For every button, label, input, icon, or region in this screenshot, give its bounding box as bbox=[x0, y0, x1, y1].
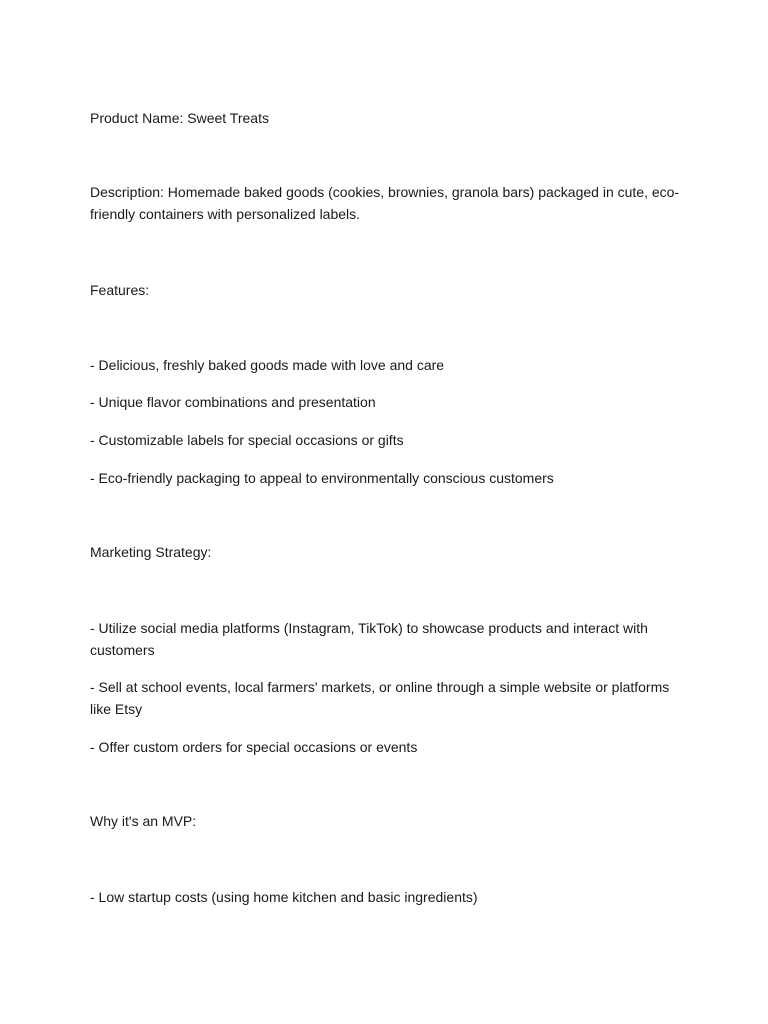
features-heading: Features: bbox=[90, 282, 150, 298]
marketing-item: - Sell at school events, local farmers' markets, or online through a simple website or platforms like Etsy bbox=[90, 679, 670, 717]
product-name: Product Name: Sweet Treats bbox=[90, 110, 269, 126]
feature-item: - Unique flavor combinations and presentation bbox=[90, 394, 376, 410]
marketing-heading: Marketing Strategy: bbox=[90, 544, 212, 560]
product-description: Description: Homemade baked goods (cookies, brownies, granola bars) packaged in cute, eco-friendly containers with personalized labels. bbox=[90, 184, 680, 222]
feature-item: - Customizable labels for special occasions or gifts bbox=[90, 432, 404, 448]
mvp-item: - Low startup costs (using home kitchen and basic ingredients) bbox=[90, 889, 478, 905]
marketing-item: - Utilize social media platforms (Instagram, TikTok) to showcase products and interact with customers bbox=[90, 620, 648, 658]
feature-item: - Delicious, freshly baked goods made with love and care bbox=[90, 357, 445, 373]
marketing-item: - Offer custom orders for special occasions or events bbox=[90, 739, 418, 755]
feature-item: - Eco-friendly packaging to appeal to environmentally conscious customers bbox=[90, 470, 554, 486]
mvp-heading: Why it's an MVP: bbox=[90, 813, 197, 829]
